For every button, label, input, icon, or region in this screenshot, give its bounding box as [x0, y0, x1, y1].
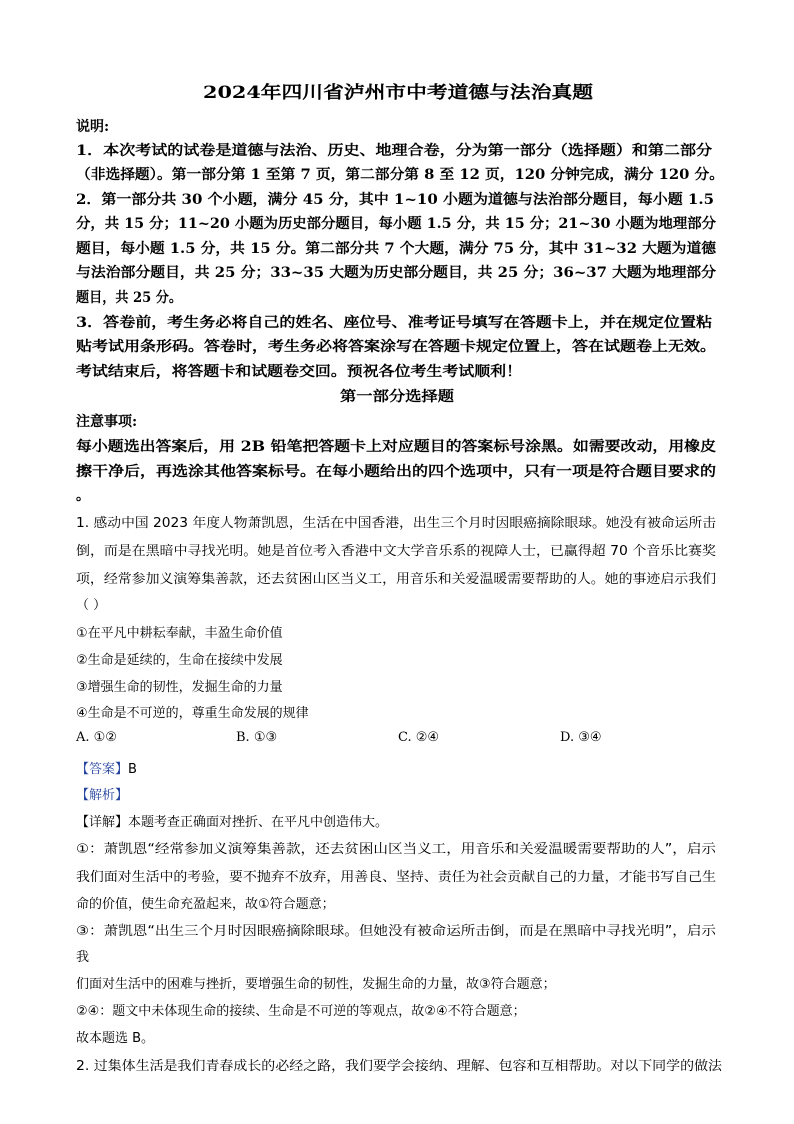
q1-stem-line: 倒，而是在黑暗中寻找光明。她是首位考入香港中文大学音乐系的视障人士，已赢得超 70 个音乐比赛奖	[76, 544, 716, 559]
q1-detail-line: 我们面对生活中的考验，要不抛弃不放弃，用善良、坚持、责任为社会贡献自己的力量，才能书写自己生	[76, 870, 716, 885]
answer-value: B	[128, 762, 137, 777]
q1-detail-line: 们面对生活中的困难与挫折，要增强生命的韧性，发掘生命的力量，故③符合题意；	[76, 977, 556, 992]
instruction-line: 2．第一部分共 30 个小题，满分 45 分，其中 1~10 小题为道德与法治部分题目，每小题 1.5	[76, 192, 714, 208]
q1-detail-line: 命的价值，使生命充盈起来，故①符合题意；	[76, 897, 335, 912]
q1-stem-line: 项，经常参加义演筹集善款，还去贫困山区当义工，用音乐和关爱温暖需要帮助的人。她的事迹启示我们	[76, 572, 716, 587]
instruction-line: 与法治部分题目，共 25 分；33~35 大题为历史部分题目，共 25 分；36~37 大题为地理部分	[76, 265, 716, 281]
page-title	[203, 78, 593, 103]
q1-detail-line: ①：萧凯恩“经常参加义演筹集善款，还去贫困山区当义工，用音乐和关爱温暖需要帮助的人”，启示	[76, 842, 716, 857]
instruction-line: 贴考试用条形码。答卷时，考生务必将答案涂写在答题卡规定位置上，答在试题卷上无效。	[76, 339, 716, 355]
instruction-line: 题目，每小题 1.5 分，共 15 分。第二部分共 7 个大题，满分 75 分，其中 31~32 大题为道德	[76, 241, 716, 257]
instruction-line: 3．答卷前，考生务必将自己的姓名、座位号、准考证号填写在答题卡上，并在规定位置粘	[76, 315, 712, 331]
q1-detail-line: 我	[76, 950, 90, 965]
q1-option-c: C. ②④	[398, 730, 440, 745]
notice-line: 擦干净后，再选涂其他答案标号。在每小题给出的四个选项中，只有一项是符合题目要求的	[76, 464, 716, 480]
q1-statement: ③增强生命的韧性，发掘生命的力量	[76, 680, 283, 695]
q1-detail-line: ②④：题文中未体现生命的接续、生命是不可逆的等观点，故②④不符合题意；	[76, 1004, 526, 1019]
q1-statement: ④生命是不可逆的，尊重生命发展的规律	[76, 706, 309, 721]
answer-label: 【答案】	[76, 762, 129, 777]
notice-line: 每小题选出答案后，用 2B 铅笔把答题卡上对应题目的答案标号涂黑。如需要改动，用橡皮	[76, 439, 716, 455]
instruction-line: （非选择题）。第一部分第 1 至第 7 页，第二部分第 8 至 12 页，120 分钟完成，满分 120 分。	[76, 167, 724, 183]
instruction-line: 1．本次考试的试卷是道德与法治、历史、地理合卷，分为第一部分（选择题）和第二部分	[76, 143, 712, 159]
q2-stem-line: 2. 过集体生活是我们青春成长的必经之路，我们要学会接纳、理解、包容和互相帮助。对以下同学的做法	[76, 1059, 723, 1074]
q1-option-a: A. ①②	[76, 730, 117, 745]
instruction-line: 分，共 15 分；11~20 小题为历史部分题目，每小题 1.5 分，共 15 分；21~30 小题为地理部分	[76, 216, 716, 232]
q1-detail-line: 【详解】本题考查正确面对挫折、在平凡中创造伟大。	[76, 815, 389, 830]
q1-answer	[76, 758, 137, 777]
notice-line: 。	[76, 488, 90, 504]
q1-detail-line: 故本题选 B。	[76, 1031, 155, 1046]
page-title-text: 2024年四川省泸州市中考道德与法治真题	[203, 83, 593, 103]
q1-stem-line: 1. 感动中国 2023 年度人物萧凯恩，生活在中国香港，出生三个月时因眼癌摘除眼球。她没有被命运所击	[76, 516, 716, 531]
q1-statement: ①在平凡中耕耘奉献，丰盈生命价值	[76, 626, 283, 641]
section-title: 第一部分选择题	[340, 389, 454, 405]
q1-option-b: B. ①③	[236, 730, 278, 745]
q1-stem-line: （ ）	[76, 598, 107, 613]
q1-detail-line: ③：萧凯恩“出生三个月时因眼癌摘除眼球。但她没有被命运所击倒，而是在黑暗中寻找光明”，启示	[76, 924, 716, 939]
q1-statement: ②生命是延续的，生命在接续中发展	[76, 653, 283, 668]
instruction-line: 题目，共 25 分。	[76, 290, 182, 306]
q1-option-d: D. ③④	[560, 730, 602, 745]
q1-analysis-label: 【解析】	[76, 788, 129, 803]
notice-heading: 注意事项:	[76, 414, 138, 430]
instruction-line: 考试结束后，将答题卡和试题卷交回。预祝各位考生考试顺利！	[76, 364, 522, 380]
instructions-heading: 说明:	[76, 119, 110, 135]
